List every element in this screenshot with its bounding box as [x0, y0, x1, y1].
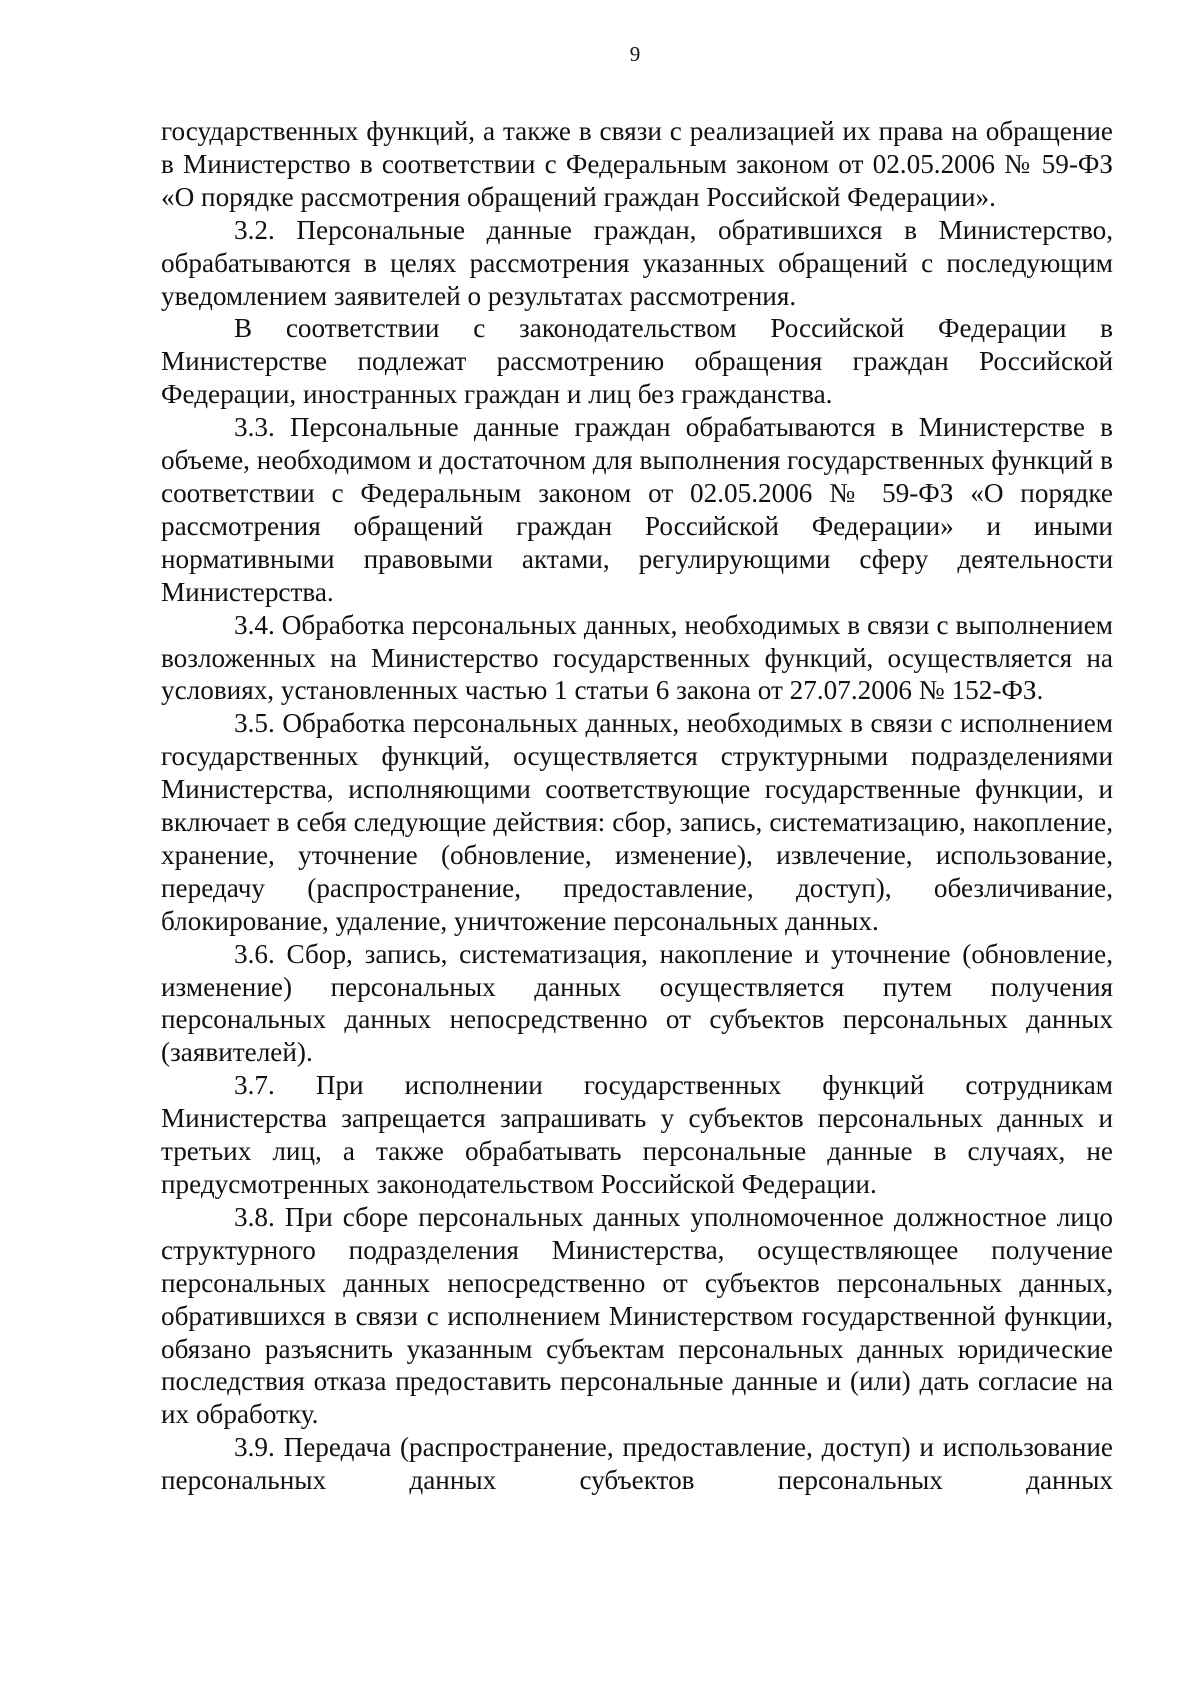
paragraph-3-3: 3.3. Персональные данные граждан обрабатываются в Министерстве в объеме, необходимом и достаточном для выполнения государственных функций в соответствии с Федеральным законом от 02.05.2006 № 59-ФЗ «О порядке рассмотрения обращений граждан Российской Федерации» и иными нормативными правовыми актами, регулирующими сферу деятельности Министерства. [161, 412, 1113, 607]
paragraph-continuation: государственных функций, а также в связи с реализацией их права на обращение в Министерство в соответствии с Федеральным законом от 02.05.2006 № 59-ФЗ «О порядке рассмотрения обращений граждан Российской Федерации». [161, 116, 1113, 212]
paragraph-3-9: 3.9. Передача (распространение, предоставление, доступ) и использование персональных данных субъектов персональных данных [161, 1432, 1113, 1496]
paragraph-3-5: 3.5. Обработка персональных данных, необходимых в связи с исполнением государственных функций, осуществляется структурными подразделениями Министерства, исполняющими соответствующие государственные функции, и включает в себя следующие действия: сбор, запись, систематизацию, накопление, хранение, уточнение (обновление, изменение), извлечение, использование, передачу (распространение, предоставление, доступ), обезличивание, блокирование, удаление, уничтожение персональных данных. [161, 708, 1113, 936]
paragraph-3-8: 3.8. При сборе персональных данных уполномоченное должностное лицо структурного подразделения Министерства, осуществляющее получение персональных данных непосредственно от субъектов персональных данных, обратившихся в связи с исполнением Министерством государственной функции, обязано разъяснить указанным субъектам персональных данных юридические последствия отказа предоставить персональные данные и (или) дать согласие на их обработку. [161, 1201, 1113, 1430]
document-body [161, 115, 1113, 1497]
paragraph-3-2-second: В соответствии с законодательством Российской Федерации в Министерстве подлежат рассмотрению обращения граждан Российской Федерации, иностранных граждан и лиц без гражданства. [161, 313, 1113, 410]
paragraph-3-4: 3.4. Обработка персональных данных, необходимых в связи с выполнением возложенных на Министерство государственных функций, осуществляется на условиях, установленных частью 1 статьи 6 закона от 27.07.2006 № 152-ФЗ. [161, 609, 1113, 706]
paragraph-3-6: 3.6. Сбор, запись, систематизация, накопление и уточнение (обновление, изменение) персональных данных осуществляется путем получения персональных данных непосредственно от субъектов персональных данных (заявителей). [161, 938, 1113, 1068]
paragraph-3-2: 3.2. Персональные данные граждан, обратившихся в Министерство, обрабатываются в целях рассмотрения указанных обращений с последующим уведомлением заявителей о результатах рассмотрения. [161, 214, 1113, 311]
page-number: 9 [629, 42, 641, 66]
paragraph-3-7: 3.7. При исполнении государственных функций сотрудникам Министерства запрещается запрашивать у субъектов персональных данных и третьих лиц, а также обрабатывать персональные данные в случаях, не предусмотренных законодательством Российской Федерации. [161, 1070, 1113, 1199]
